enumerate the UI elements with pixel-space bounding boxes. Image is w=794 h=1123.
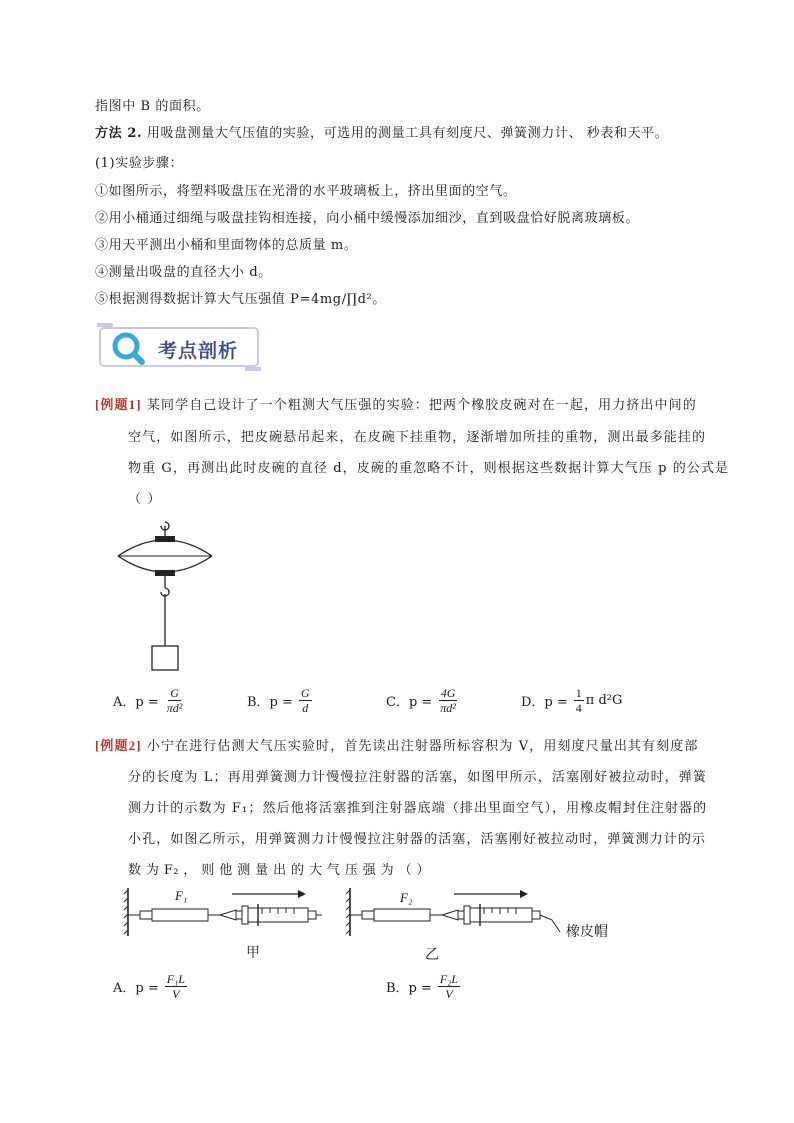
example1-option-d[interactable] <box>521 686 622 715</box>
example2-text-4: 小孔，如图乙所示，用弹簧测力计慢慢拉注射器的活塞，活塞刚好被拉动时，弹簧测力计的示 <box>128 832 707 847</box>
caption-right: 乙 <box>425 947 439 963</box>
step-1: ①如图所示，将塑料吸盘压在光滑的水平玻璃板上，挤出里面的空气。 <box>95 184 517 199</box>
example2-option-a[interactable] <box>113 972 187 1001</box>
section-badge-label: 考点剖析 <box>158 340 239 362</box>
option-denominator: πd² <box>440 701 456 715</box>
step-3: ③用天平测出小桶和里面物体的总质量 m。 <box>95 238 358 253</box>
example1-first-line <box>95 394 697 413</box>
option-label: A．p = <box>113 981 159 996</box>
option-label: B．p = <box>386 981 432 996</box>
force-label-right: F₂ <box>400 890 413 905</box>
option-label: C．p = <box>386 695 433 710</box>
step-4: ④测量出吸盘的直径大小 d。 <box>95 265 272 280</box>
option-denominator: V <box>445 987 453 1001</box>
caption-left: 甲 <box>246 945 260 961</box>
example1-option-b[interactable] <box>247 686 312 715</box>
example1-text-2: 空气，如图所示，把皮碗悬吊起来，在皮碗下挂重物，逐渐增加所挂的重物，测出最多能挂的 <box>128 430 707 445</box>
option-label: B．p = <box>247 695 293 710</box>
force-label-left: F₁ <box>175 888 188 903</box>
option-tail: π d²G <box>585 693 623 708</box>
method2-text: 用吸盘测量大气压值的实验，可选用的测量工具有刻度尺、弹簧测力计、 秒表和天平。 <box>146 126 669 141</box>
option-numerator: 1 <box>575 686 582 700</box>
example2-text-1: 小宁在进行估测大气压实验时，首先读出注射器所标容积为 V，用刻度尺量出其有刻度部 <box>146 739 699 754</box>
option-denominator: d <box>302 701 309 715</box>
rubber-cap-label: 橡皮帽 <box>566 924 608 940</box>
method2-line <box>95 122 668 141</box>
option-label: D．p = <box>521 695 568 710</box>
step-2: ②用小桶通过细绳与吸盘挂钩相连接，向小桶中缓慢添加细沙，直到吸盘恰好脱离玻璃板。 <box>95 211 640 226</box>
intro-line: 指图中 B 的面积。 <box>95 99 210 114</box>
syringe-setup-left <box>124 888 322 936</box>
suction-bowl-figure <box>110 516 220 676</box>
option-denominator: V <box>172 987 180 1001</box>
option-numerator: 4G <box>440 686 456 700</box>
example1-tag: [例题1] <box>95 397 142 412</box>
option-denominator: πd² <box>166 701 183 715</box>
example1-text-4: （ ） <box>128 492 162 507</box>
option-numerator: F₁L <box>166 972 185 986</box>
option-numerator: F₂L <box>439 972 459 986</box>
method2-title: 方法 2. <box>95 126 143 141</box>
example2-first-line <box>95 735 698 754</box>
example1-text-1: 某同学自己设计了一个粗测大气压强的实验：把两个橡胶皮碗对在一起，用力挤出中间的 <box>146 398 697 413</box>
example1-option-c[interactable] <box>386 686 458 715</box>
option-numerator: G <box>170 686 179 700</box>
example2-text-5: 数 为 F₂ ， 则 他 测 量 出 的 大 气 压 强 为 （ ） <box>128 863 430 878</box>
example2-option-b[interactable] <box>386 972 460 1001</box>
step-5: ⑤根据测得数据计算大气压强值 P=4mg/∏d²。 <box>95 292 386 307</box>
example1-option-a[interactable] <box>113 686 184 715</box>
option-numerator: G <box>300 686 310 700</box>
steps-heading: (1)实验步骤： <box>95 156 184 171</box>
option-denominator: 4 <box>575 701 582 715</box>
example2-tag: [例题2] <box>95 738 142 753</box>
example2-text-3: 测力计的示数为 F₁；然后他将活塞推到注射器底端（排出里面空气），用橡皮帽封住注射器的 <box>128 801 708 816</box>
example1-text-3: 物重 G，再测出此时皮碗的直径 d，皮碗的重忽略不计，则根据这些数据计算大气压 p 的公式是 <box>128 461 730 476</box>
syringe-setup-right <box>346 888 560 936</box>
example2-text-2: 分的长度为 L；再用弹簧测力计慢慢拉注射器的活塞，如图甲所示，活塞刚好被拉动时，弹簧 <box>128 770 707 785</box>
syringe-figure <box>122 884 634 940</box>
option-label: A．p = <box>113 695 159 710</box>
